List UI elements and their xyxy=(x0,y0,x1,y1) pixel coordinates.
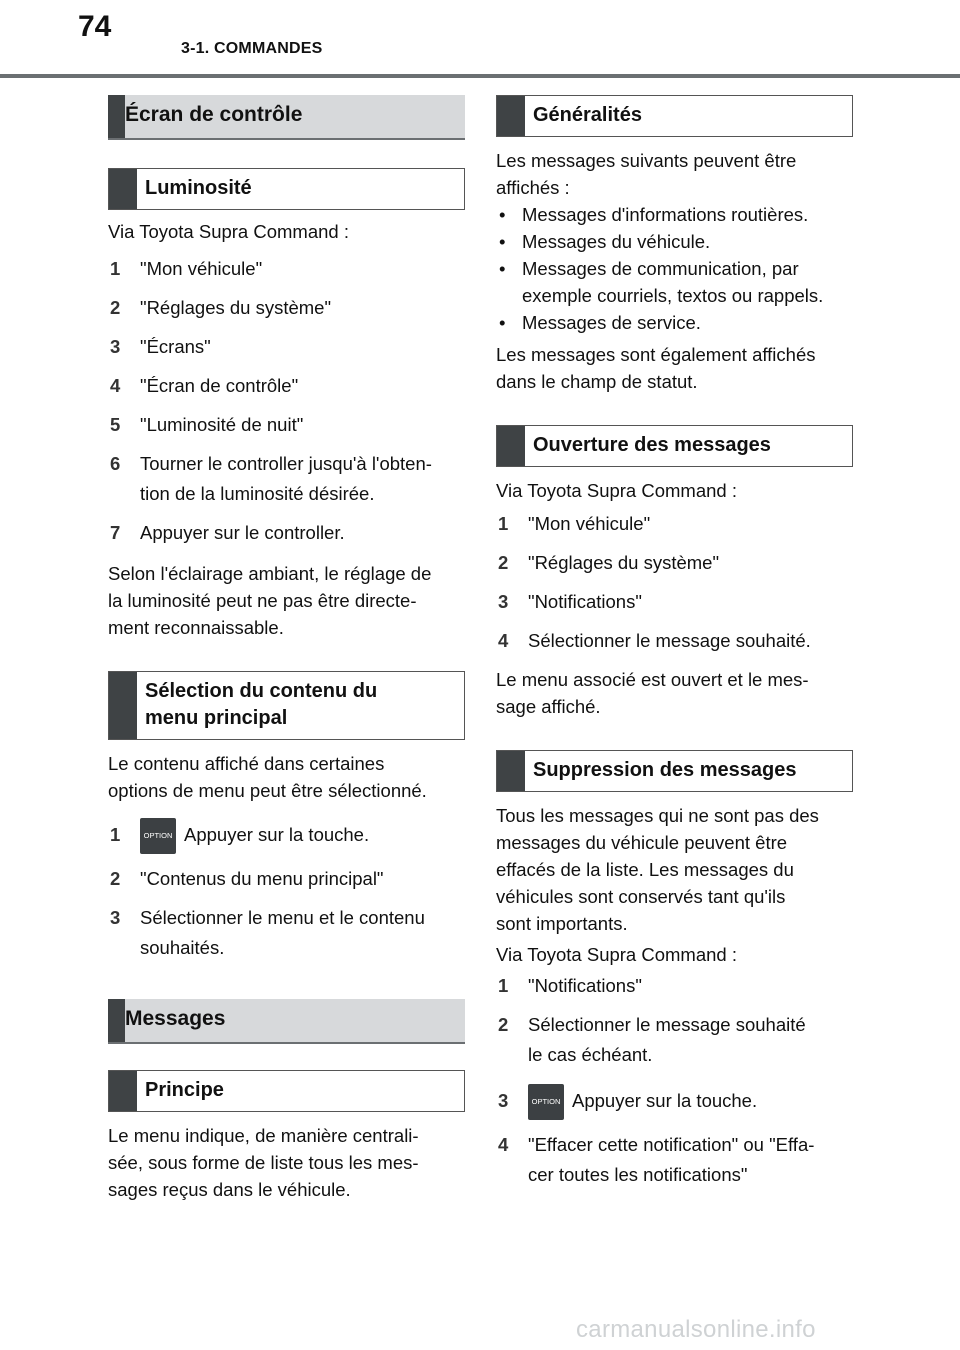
section-title: Écran de contrôle xyxy=(125,103,303,126)
intro-text: Via Toyota Supra Command : xyxy=(496,480,737,501)
principe-paragraph: Le menu indique, de manière centrali- sée, sous forme de liste tous les mes- sages reçus dans le véhicule. xyxy=(108,1125,419,1201)
step-item: 4 "Écran de contrôle" xyxy=(110,375,299,396)
step-item: 2 "Réglages du système" xyxy=(498,552,720,573)
subheading-principe xyxy=(108,1070,465,1112)
subheading-generalites xyxy=(496,95,853,137)
subheading-text: Généralités xyxy=(533,104,642,126)
section-heading-messages xyxy=(108,999,465,1044)
subheading-luminosite xyxy=(108,168,465,210)
step-item: 4 "Effacer cette notification" ou "Effa- cer toutes les notifications" xyxy=(498,1134,815,1186)
intro-text: Les messages suivants peuvent être affichés : xyxy=(496,150,797,198)
list-item: • Messages du véhicule. xyxy=(496,228,853,255)
step-item: 1 "Mon véhicule" xyxy=(110,258,263,279)
via-text: Via Toyota Supra Command : xyxy=(496,944,737,965)
subheading-text: Sélection du contenu du menu principal xyxy=(145,680,378,729)
subheading-selection xyxy=(108,671,465,740)
step-item: 3 OPTION Appuyer sur la touche. xyxy=(496,1082,853,1120)
list-item: • Messages d'informations routières. xyxy=(496,201,853,228)
list-item: • Messages de communication, par exemple courriels, textos ou rappels. xyxy=(496,255,853,309)
step-item: 1 "Mon véhicule" xyxy=(498,513,651,534)
outro-text: Le menu associé est ouvert et le mes- sage affiché. xyxy=(496,669,809,717)
option-button-icon: OPTION xyxy=(140,818,176,854)
section-title: Messages xyxy=(125,1007,226,1031)
step-item: 4 Sélectionner le message souhaité. xyxy=(498,630,811,651)
step-item: 2 Sélectionner le message souhaité le cas échéant. xyxy=(498,1014,806,1065)
intro-text: Le contenu affiché dans certaines options de menu peut être sélectionné. xyxy=(108,753,427,801)
step-item: 1 OPTION Appuyer sur la touche. xyxy=(108,816,465,854)
step-item: 5 "Luminosité de nuit" xyxy=(110,414,304,435)
page-number: 74 xyxy=(78,10,112,43)
intro-text: Via Toyota Supra Command : xyxy=(108,221,349,242)
subheading-text: Suppression des messages xyxy=(533,759,797,781)
step-item: 3 "Écrans" xyxy=(110,336,211,357)
step-item: 2 "Contenus du menu principal" xyxy=(110,868,384,890)
watermark: carmanualsonline.info xyxy=(576,1316,816,1343)
left-column xyxy=(108,95,465,1203)
note-paragraph: Selon l'éclairage ambiant, le réglage de la luminosité peut ne pas être directe- ment reconnaissable. xyxy=(108,563,432,638)
list-item: • Messages de service. xyxy=(496,309,853,336)
step-item: 1 "Notifications" xyxy=(498,975,642,996)
step-item: 6 Tourner le controller jusqu'à l'obten- tion de la luminosité désirée. xyxy=(110,453,432,504)
right-column xyxy=(496,95,853,1190)
option-button-icon: OPTION xyxy=(528,1084,564,1120)
step-item: 3 Sélectionner le menu et le contenu souhaités. xyxy=(110,907,425,959)
header-rule xyxy=(0,74,960,78)
message-types-list xyxy=(496,201,853,336)
chapter-title: 3-1. COMMANDES xyxy=(181,40,323,57)
subheading-text: Ouverture des messages xyxy=(533,434,771,456)
section-heading-ecran xyxy=(108,95,465,140)
step-item: 7 Appuyer sur le controller. xyxy=(110,522,345,543)
intro-text: Tous les messages qui ne sont pas des messages du véhicule peuvent être effacés de la liste. Les messages du véhicules sont conservés tant qu'ils sont importants. xyxy=(496,805,819,934)
outro-text: Les messages sont également affichés dans le champ de statut. xyxy=(496,344,816,392)
subheading-suppression xyxy=(496,750,853,792)
subheading-text: Principe xyxy=(145,1079,224,1102)
subheading-text: Luminosité xyxy=(145,177,252,199)
subheading-ouverture xyxy=(496,425,853,467)
step-item: 2 "Réglages du système" xyxy=(110,297,332,318)
step-item: 3 "Notifications" xyxy=(498,591,642,612)
